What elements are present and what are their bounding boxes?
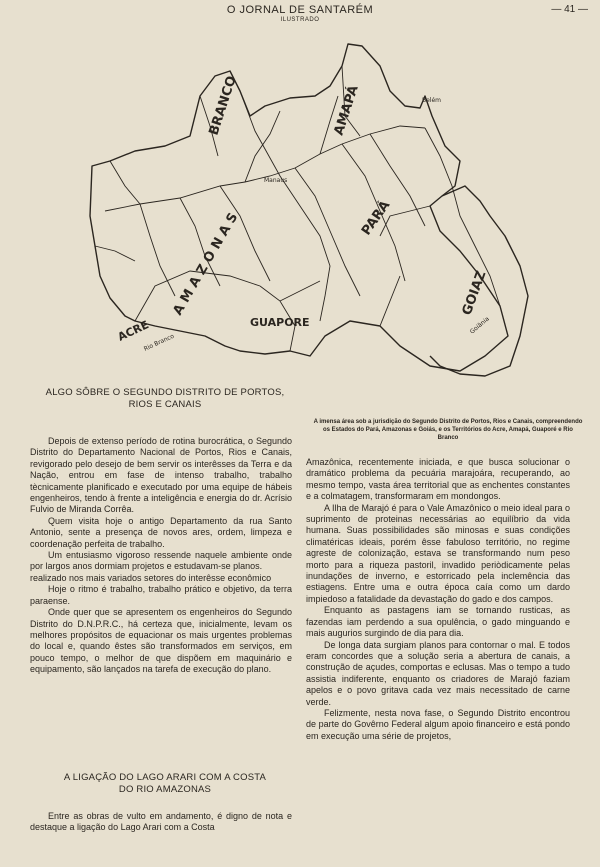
article-1-paragraph: realizado nos mais variados setores do interêsse econômico [30, 572, 272, 583]
map-city-rio-branco: Rio Branco [142, 332, 176, 353]
journal-title: O JORNAL DE SANTARÉM [226, 4, 374, 16]
right-column-paragraph: Felizmente, nesta nova fase, o Segundo Distrito encontrou de parte do Govêrno Federal algum apoio financeiro e está pondo em execução uma série de projetos, [306, 707, 570, 741]
map-label-guapore: GUAPORE [250, 316, 310, 329]
article-1-paragraph: Onde quer que se apresentem os engenheiros do Segundo Distrito do D.N.P.R.C., há certeza que, inicialmente, levam os melhores propósitos de equacionar os mais urgentes problemas do local e, quando êstes são transformados em serviços, em pouco tempo, o melhor de que dispõem em maquinário e equipamento, são lançados na tarefa de execução do plano. [30, 607, 292, 675]
right-column-body [306, 457, 570, 742]
right-column-paragraph: A Ilha de Marajó é para o Vale Amazônico o meio ideal para o suprimento de proteinas necessárias ao equilíbrio da vida humana. Suas possibilidades são minosas e suas condições climatéricas ideais, porém êsse fabuloso território, no regime agreste de colonização, estava se transformando num peso morto para a riqueza pastoril, invadido periòdicamente pelas inundações de inverno, e estorricado pela inclemência das estiagens. Entre uma e outra época caía como um dardo impiedoso a fatalidade da devastação do gado e dos campos. [306, 502, 570, 604]
map-label-amazonas: A M A Z O N A S [170, 210, 242, 318]
journal-subtitle: ILUSTRADO [280, 17, 320, 23]
article-1-paragraph: Depois de extenso período de rotina burocrática, o Segundo Distrito do Departamento Nacional de Portos, Rios e Canais, revigorado pelo desejo de bem servir os interêsses da Terra e da Nação, entrou em fase de intenso trabalho, trabalho tècnicamente planificado e executado por uma equipe de hábeis engenheiros, tendo à frente a inteligência e energia do dr. Acrísio Fulvio de Miranda Corrêa. [30, 436, 292, 515]
right-column-paragraph: De longa data surgiam planos para contornar o mal. E todos eram concordes que a solução seria a abertura de canais, a construção de açudes, comportas e eclusas. Mas o tempo a tudo assistia indiferente, enquanto os criadores de Marajó faziam apelos e o povo gritava cada vez mais necessitado de carne verde. [306, 639, 570, 707]
jurisdiction-map [80, 36, 530, 386]
page-number: — 41 — [551, 4, 588, 15]
map-city-belem: Belém [422, 97, 442, 104]
article-1-paragraph: Um entusiasmo vigoroso ressende naquele ambiente onde por largos anos dormiam projetos e estudavam-se planos. [30, 550, 292, 572]
article-1-title [30, 387, 300, 411]
article-1-paragraph: Quem visita hoje o antigo Departamento da rua Santo Antonio, sente a presença de novos ares, ordem, limpeza e coordenação perfeita de trabalho. [30, 515, 292, 549]
article-1-body [30, 436, 292, 676]
article-2-paragraph: Entre as obras de vulto em andamento, é digno de nota e destaque a ligação do Lago Arari com a Costa [30, 811, 292, 833]
article-1-title-line1: ALGO SÔBRE O SEGUNDO DISTRITO DE PORTOS, [45, 387, 285, 398]
map-caption: A imensa área sob a jurisdição do Segundo Distrito de Portos, Rios e Canais, compreendendo os Estados do Pará, Amazonas e Goiás, e os Territórios do Acre, Amapá, Guaporé e Rio Branco [313, 419, 583, 441]
article-1-paragraph: Hoje o ritmo é trabalho, trabalho prático e objetivo, da terra paraense. [30, 584, 292, 606]
map-label-amapa: AMAPÁ [331, 83, 362, 138]
article-2-title [30, 772, 300, 796]
map-label-acre: ACRE [115, 318, 151, 344]
map-city-goiania: Goiânia [468, 315, 491, 336]
map-drawing [80, 36, 530, 386]
map-label-goiaz: GOIAZ [459, 268, 490, 318]
article-2-title-line1: A LIGAÇÃO DO LAGO ARARI COM A COSTA [63, 772, 267, 783]
right-column-paragraph: Enquanto as pastagens iam se tornando rusticas, as fazendas iam perdendo a sua opulência, o gado minguando e mais augurios surgindo de dia para dia. [306, 605, 570, 639]
article-2-body [30, 811, 292, 834]
map-label-branco: BRANCO [206, 74, 240, 138]
article-1-title-line2: RIOS E CANAIS [128, 399, 202, 410]
article-2-title-line2: DO RIO AMAZONAS [118, 784, 212, 795]
page-header [0, 0, 600, 30]
right-column-paragraph: Amazônica, recentemente iniciada, e que busca solucionar o dramático problema da pecuária marajoára, recuperando, ao mesmo tempo, vasta área territorial que as enchentes constantes e a colmatagem, transformaram em mondongos. [306, 457, 570, 502]
map-city-manaus: Manaus [264, 177, 288, 184]
map-label-para: PARÁ [358, 198, 394, 239]
